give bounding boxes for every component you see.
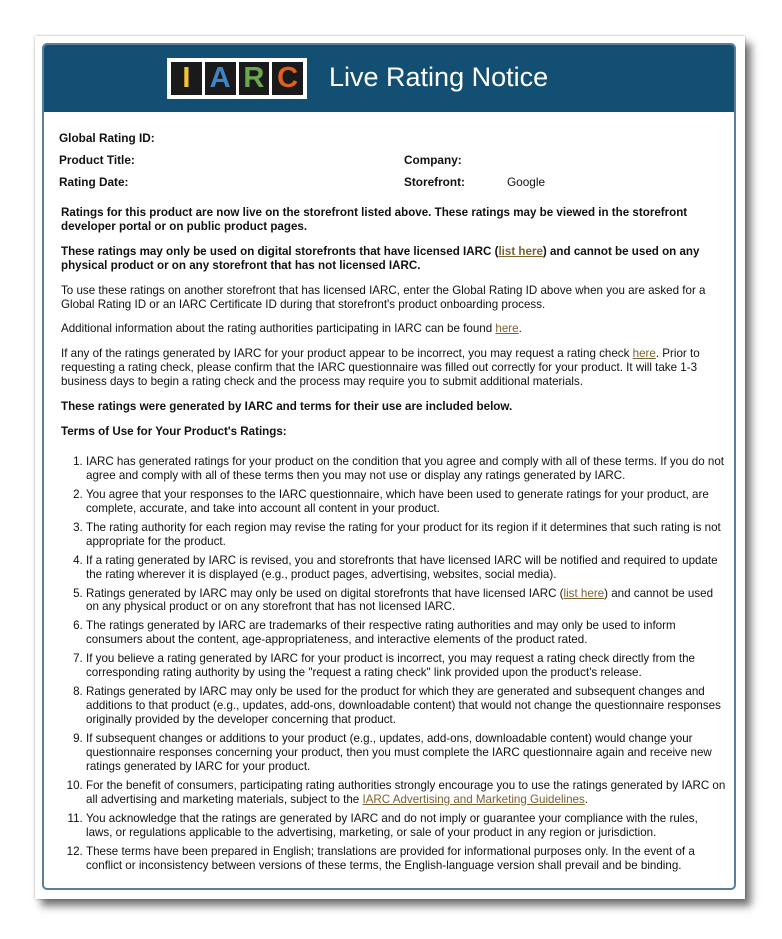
header-banner: [44, 45, 734, 112]
company-label: Company:: [404, 153, 462, 167]
rating-date-label: Rating Date:: [59, 175, 129, 189]
paragraph-text: These ratings may only be used on digital storefronts that have licensed IARC (: [61, 244, 499, 258]
list-item: 8. Ratings generated by IARC may only be used for the product for which they are generated and subsequent changes and additions to that product (e.g., updates, add-ons, downloadable content) that would not change the questionnaire responses originally provided by the developer concerning that product.: [86, 685, 727, 727]
paragraph-terms-intro: These ratings were generated by IARC and terms for their use are included below.: [61, 400, 513, 414]
product-title-label: Product Title:: [59, 153, 135, 167]
list-item: 3. The rating authority for each region may revise the rating for your product for its region if it determines that such rating is not appropriate for the product.: [86, 521, 727, 549]
notice-frame: [35, 36, 745, 899]
list-item: 4. If a rating generated by IARC is revised, you and storefronts that have licensed IARC will be notified and required to update the rating wherever it is displayed (e.g., product pages, advertising, websites, social media).: [86, 554, 727, 582]
paragraph-text: Additional information about the rating authorities participating in IARC can be found: [61, 322, 496, 336]
list-item: 9. If subsequent changes or additions to your product (e.g., updates, add-ons, downloadable content) would change your questionnaire responses concerning your product, then you must complete the IARC questionnaire again and receive new ratings generated by IARC for your product.: [86, 732, 727, 774]
global-rating-id-label: Global Rating ID:: [59, 131, 155, 145]
list-item: [86, 587, 727, 615]
list-item: 1. IARC has generated ratings for your product on the condition that you agree and comply with all of these terms. If you do not agree and comply with all of these terms then you may not use or display any ratings generated by IARC.: [86, 455, 727, 483]
paragraph-text: ) and cannot be used on any physical product or on any storefront that has not licensed IARC.: [61, 244, 700, 272]
paragraph-additional-info: [61, 322, 727, 336]
advertising-guidelines-link[interactable]: IARC Advertising and Marketing Guidelines: [362, 792, 585, 806]
logo-letter-r: R: [239, 62, 270, 95]
paragraph-licensed: [61, 245, 727, 273]
page-title: Live Rating Notice: [329, 62, 549, 92]
storefront-value: Google: [507, 175, 546, 189]
notice-body: [61, 206, 727, 878]
list-item: 12. These terms have been prepared in English; translations are provided for informational purposes only. In the event of a conflict or inconsistency between versions of these terms, the English-language version shall prevail and be binding.: [86, 845, 727, 873]
list-item: 11. You acknowledge that the ratings are generated by IARC and do not imply or guarantee your compliance with the rules, laws, or regulations applicable to the advertising, marketing, or sale of your product in any region or jurisdiction.: [86, 812, 727, 840]
list-item-text: ) and cannot be used on any physical product or on any storefront that has not licensed IARC.: [86, 586, 714, 614]
list-item-text: .: [584, 792, 589, 806]
paragraph-rating-check: [61, 347, 727, 389]
list-item: 7. If you believe a rating generated by IARC for your product is incorrect, you may request a rating check directly from the corresponding rating authority by using the "request a rating check" link provided upon the product's release.: [86, 652, 727, 680]
logo-letter-i: I: [171, 62, 202, 95]
list-here-link[interactable]: list here: [498, 244, 543, 258]
paragraph-other-storefront: To use these ratings on another storefront that has licensed IARC, enter the Global Rating ID above when you are asked for a Global Rating ID or an IARC Certificate ID during that storefront's product onboarding process.: [61, 283, 706, 311]
logo-letter-c: C: [272, 62, 303, 95]
list-item-text: Ratings generated by IARC may only be used on digital storefronts that have licensed IARC (: [86, 586, 564, 600]
authorities-here-link[interactable]: here: [495, 322, 519, 336]
terms-heading: Terms of Use for Your Product's Ratings:: [61, 424, 287, 438]
notice-card: [42, 43, 736, 890]
list-item: [86, 779, 727, 807]
list-item: 6. The ratings generated by IARC are trademarks of their respective rating authorities and may only be used to inform consumers about the content, age-appropriateness, and interactive elements of the product rated.: [86, 619, 727, 647]
list-item-text: For the benefit of consumers, participating rating authorities strongly encourage you to use the ratings generated by IARC on all advertising and marketing materials, subject to the: [86, 778, 726, 806]
paragraph-live: Ratings for this product are now live on the storefront listed above. These ratings may be viewed in the storefront developer portal or on public product pages.: [61, 206, 688, 233]
terms-list: [61, 455, 727, 873]
terms-list-here-link[interactable]: list here: [563, 586, 605, 600]
logo-letter-a: A: [205, 62, 236, 95]
paragraph-text: . Prior to requesting a rating check, please confirm that the IARC questionnaire was filled out correctly for your product. It will take 1-3 business days to begin a rating check and the process may require you to submit additional materials.: [61, 347, 700, 389]
iarc-logo: [167, 58, 307, 99]
paragraph-text: If any of the ratings generated by IARC for your product appear to be incorrect, you may request a rating check: [61, 347, 633, 361]
storefront-label: Storefront:: [404, 175, 465, 189]
paragraph-text: .: [518, 322, 522, 336]
rating-check-here-link[interactable]: here: [632, 347, 656, 361]
list-item: 2. You agree that your responses to the IARC questionnaire, which have been used to generate ratings for your product, are complete, accurate, and take into account all content in your product.: [86, 488, 727, 516]
